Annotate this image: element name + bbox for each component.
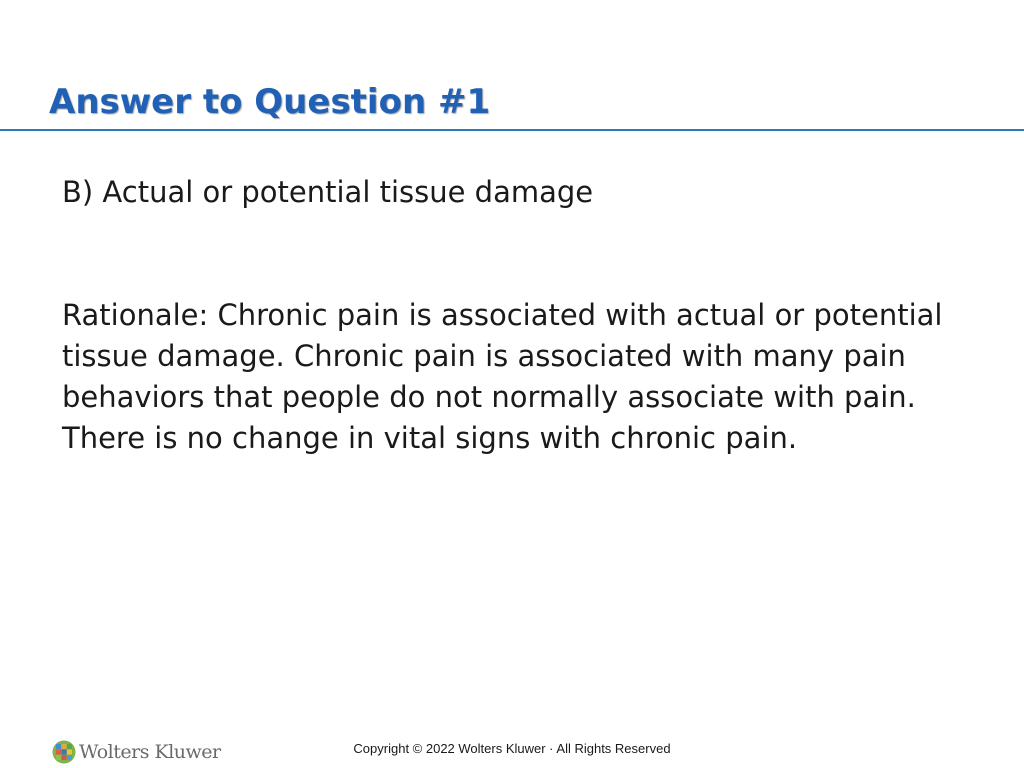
rationale-text: Rationale: Chronic pain is associated with actual or potential tissue damage. Chronic pain is associated with many pain behaviors that people do not normally associate with pain. There is no change in vital signs with chronic pain. (62, 298, 943, 455)
answer-text: B) Actual or potential tissue damage (62, 175, 594, 209)
title-divider (0, 129, 1024, 131)
slide-title: Answer to Question #1 (49, 82, 491, 122)
logo-wordmark: Wolters Kluwer (79, 741, 221, 763)
copyright-text: Copyright © 2022 Wolters Kluwer · All Rights Reserved (353, 741, 671, 756)
slide-content (62, 172, 992, 459)
